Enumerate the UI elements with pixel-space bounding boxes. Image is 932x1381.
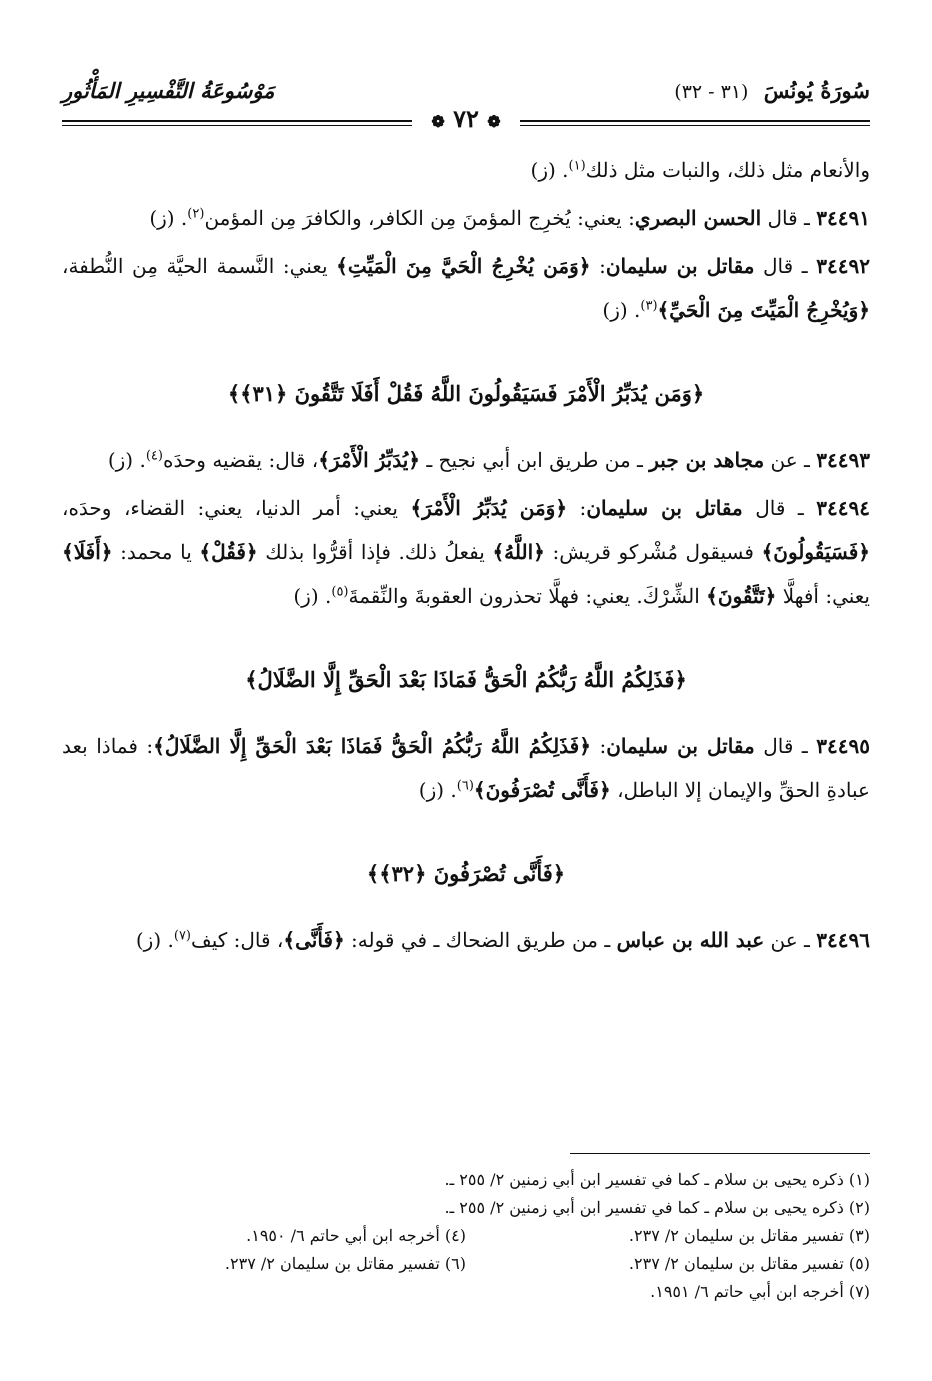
surah-title <box>674 78 870 103</box>
para-text: والأنعام مثل ذلك، والنبات مثل ذلك <box>585 158 870 182</box>
para-text: الشِّرْكَ. يعني: فهلَّا تحذرون العقوبةَ والنِّقمةَ <box>348 584 707 608</box>
para-text: ـ عن <box>764 928 817 952</box>
narration-number: ٣٤٤٩١ <box>816 206 870 230</box>
narration-34491 <box>62 196 870 240</box>
quran-quote: ﴿وَيُخْرِجُ الْمَيِّتَ مِنَ الْحَيِّ﴾ <box>657 298 870 322</box>
surah-name: سُورَةُ يُونُسَ <box>763 78 870 103</box>
para-text: يعني: أفهلَّا <box>776 584 870 608</box>
ornament-icon: ❁ <box>487 112 501 131</box>
quran-quote: ﴿وَمَن يُخْرِجُ الْحَيَّ مِنَ الْمَيِّتِ﴾ <box>336 254 591 278</box>
para-text: ـ قال <box>761 206 817 230</box>
footnote-3: (٣) تفسير مقاتل بن سليمان ٢/ ٢٣٧. <box>628 1226 870 1245</box>
para-text: : <box>590 254 606 278</box>
footnote-ref: (٦) <box>456 778 474 794</box>
para-text: ـ من طريق الضحاك ـ في قوله: <box>344 928 617 952</box>
para-tail: . (ز) <box>293 584 332 608</box>
narrator-name: الحسن البصري <box>634 206 762 230</box>
footnote-1: (١) ذكره يحيى بن سلام ـ كما في تفسير ابن أبي زمنين ٢/ ٢٥٥ ـ. <box>444 1170 870 1189</box>
footnote-4: (٤) أخرجه ابن أبي حاتم ٦/ ١٩٥٠. <box>246 1226 466 1245</box>
para-text: : يعني: يُخرِج المؤمنَ مِن الكافر، والكافرَ مِن المؤمن <box>204 206 635 230</box>
para-text: : فماذا بعد عبادةِ الحقِّ والإيمان إلا الباطل، <box>62 734 870 802</box>
paragraph-continuation <box>62 148 870 192</box>
narrator-name: عبد الله بن عباس <box>616 928 765 952</box>
para-text: يعني: أمر الدنيا، يعني: القضاء، وحدَه، <box>62 496 411 520</box>
footnote-ref: (٥) <box>331 584 349 600</box>
para-text: ـ من طريق ابن أبي نجيح ـ <box>419 448 650 472</box>
footnote-5: (٥) تفسير مقاتل بن سليمان ٢/ ٢٣٧. <box>628 1254 870 1273</box>
para-text: يا محمد: <box>112 540 200 564</box>
para-tail: . (ز) <box>602 298 641 322</box>
para-text: يعني: النَّسمة الحيَّة مِن النُّطفة، <box>62 254 337 278</box>
para-text: ، قال: يقضيه وحدَه <box>162 448 319 472</box>
para-text: : <box>590 734 607 758</box>
narration-number: ٣٤٤٩٥ <box>816 734 870 758</box>
footnote-ref: (٧) <box>173 928 191 944</box>
quran-quote: ﴿تَتَّقُونَ﴾ <box>706 584 777 608</box>
footnote-2: (٢) ذكره يحيى بن سلام ـ كما في تفسير ابن أبي زمنين ٢/ ٢٥٥ ـ. <box>444 1198 870 1217</box>
footnote-row <box>62 1250 870 1278</box>
quran-quote: ﴿فَأَنَّى تُصْرَفُونَ﴾ <box>473 778 611 802</box>
footnote-row <box>62 1222 870 1250</box>
narration-34494 <box>62 486 870 618</box>
footnotes <box>62 1166 870 1306</box>
quran-quote: ﴿وَمَن يُدَبِّرُ الْأَمْرَ﴾ <box>410 496 568 520</box>
para-text: ـ عن <box>764 448 817 472</box>
page-number-box <box>404 104 528 133</box>
narrator-name: مقاتل بن سليمان <box>605 254 755 278</box>
footnote-ref: (٢) <box>187 206 205 222</box>
book-title: مَوْسُوعَةُ التَّفْسِيرِ المَأْثُورِ <box>62 78 275 103</box>
quran-quote: ﴿فَذَلِكُمُ اللَّهُ رَبُّكُمُ الْحَقُّ فَمَاذَا بَعْدَ الْحَقِّ إِلَّا الضَّلَالُ﴾ <box>153 734 591 758</box>
footnote-ref: (٣) <box>640 298 658 314</box>
para-text: يفعلُ ذلك. فإذا أقرُّوا بذلك <box>257 540 493 564</box>
verse-range: (٣١ - ٣٢) <box>674 81 749 103</box>
verse-heading-32b: ﴿فَأَنَّى تُصْرَفُونَ ﴿٣٢﴾﴾ <box>366 861 566 886</box>
narration-number: ٣٤٤٩٤ <box>816 496 870 520</box>
narration-34495 <box>62 724 870 812</box>
main-text <box>62 148 870 966</box>
narrator-name: مقاتل بن سليمان <box>606 734 755 758</box>
narration-number: ٣٤٤٩٣ <box>816 448 870 472</box>
quran-quote: ﴿فَسَيَقُولُونَ﴾ <box>761 540 870 564</box>
narration-number: ٣٤٤٩٢ <box>816 254 870 278</box>
para-text: ـ قال <box>742 496 817 520</box>
quran-quote: ﴿أَفَلَا﴾ <box>62 540 113 564</box>
footnote-6: (٦) تفسير مقاتل بن سليمان ٢/ ٢٣٧. <box>224 1254 466 1273</box>
footnote-separator <box>570 1153 870 1154</box>
narration-34492 <box>62 244 870 332</box>
para-tail: . (ز) <box>418 778 457 802</box>
footnote-7: (٧) أخرجه ابن أبي حاتم ٦/ ١٩٥١. <box>650 1282 870 1301</box>
para-tail: . (ز) <box>530 158 569 182</box>
narrator-name: مجاهد بن جبر <box>649 448 765 472</box>
ornament-icon: ❁ <box>431 112 445 131</box>
header-rule-right <box>520 120 870 126</box>
para-text: : <box>567 496 587 520</box>
quran-quote: ﴿فَأَنَّى﴾ <box>283 928 345 952</box>
quran-quote: ﴿فَقُلْ﴾ <box>199 540 258 564</box>
para-tail: . (ز) <box>107 448 146 472</box>
narration-34493 <box>62 438 870 482</box>
verse-heading-32a: ﴿فَذَلِكُمُ اللَّهُ رَبُّكُمُ الْحَقُّ فَمَاذَا بَعْدَ الْحَقِّ إِلَّا الضَّلَالُ﴾ <box>245 667 687 692</box>
para-text: ، قال: كيف <box>191 928 284 952</box>
narrator-name: مقاتل بن سليمان <box>586 496 743 520</box>
footnote-ref: (٤) <box>145 448 163 464</box>
para-text: ـ قال <box>754 254 817 278</box>
narration-34496 <box>62 918 870 962</box>
quran-quote: ﴿يُدَبِّرُ الْأَمْرَ﴾ <box>318 448 420 472</box>
header-rule-left <box>62 120 412 126</box>
verse-heading-31: ﴿وَمَن يُدَبِّرُ الْأَمْرَ فَسَيَقُولُونَ اللَّهُ فَقُلْ أَفَلَا تَتَّقُونَ ﴿٣١﴾﴾ <box>227 381 705 406</box>
para-tail: . (ز) <box>135 928 174 952</box>
para-text: فسيقول مُشْركو قريش: <box>544 540 762 564</box>
narration-number: ٣٤٤٩٦ <box>816 928 870 952</box>
quran-quote: ﴿اللَّهُ﴾ <box>492 540 545 564</box>
para-text: ـ قال <box>754 734 817 758</box>
para-tail: . (ز) <box>149 206 188 230</box>
footnote-ref: (١) <box>568 158 586 174</box>
page-number: ٧٢ <box>453 104 479 133</box>
